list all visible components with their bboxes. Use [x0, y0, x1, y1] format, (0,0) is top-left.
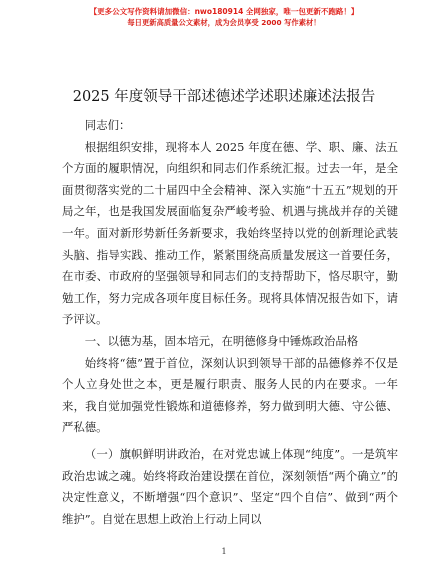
paragraph-subsection-1: （一）旗帜鲜明讲政治，在对党忠诚上体现“纯度”。一是筑牢政治忠诚之魂。始终将政治建设摆在首位，深刻领悟“两个确立”的决定性意义，不断增强“四个意识”、坚定“四个自信”、做到“两个维护”。自觉在思想上政治上行动上同以 [62, 446, 398, 526]
page-number: 1 [221, 547, 227, 556]
document-title: 2025 年度领导干部述德述学述职述廉述法报告 [72, 89, 376, 105]
section-heading-1: 一、以德为基，固本培元，在明德修身中锤炼政治品格 [84, 333, 359, 348]
promo-banner-line-1: 【更多公文写作资料请加微信：nwo180914 全网独家，唯一包更新不跑路！】 [89, 7, 359, 16]
promo-banner-line-2: 每日更新高质量公文素材，成为会员享受 2000 写作素材！ [127, 18, 321, 27]
paragraph-section-1-intro: 始终将“德”置于首位，深刻认识到领导干部的品德修养不仅是个人立身处世之本，更是履行职责、服务人民的内在要求。一年来，我自觉加强党性锻炼和道德修养，努力做到明大德、守公德、严私德。 [62, 355, 398, 435]
promo-banner [0, 6, 448, 28]
document-body [62, 115, 398, 530]
paragraph-intro: 根据组织安排，现将本人 2025 年度在德、学、职、廉、法五个方面的履职情况，向组织和同志们作系统汇报。过去一年，是全面贯彻落实党的二十届四中全会精神、深入实施“十五五”规划的开局之年，也是我国发展面临复杂严峻考验、机遇与挑战并存的关键一年。面对新形势新任务新要求，我始终坚持以党的创新理论武装头脑、指导实践、推动工作，紧紧围绕高质量发展这一首要任务，在市委、市政府的坚强领导和同志们的支持帮助下，恪尽职守，勤勉工作，努力完成各项年度目标任务。现将具体情况报告如下，请予评议。 [62, 139, 398, 327]
salutation: 同志们： [84, 118, 131, 132]
